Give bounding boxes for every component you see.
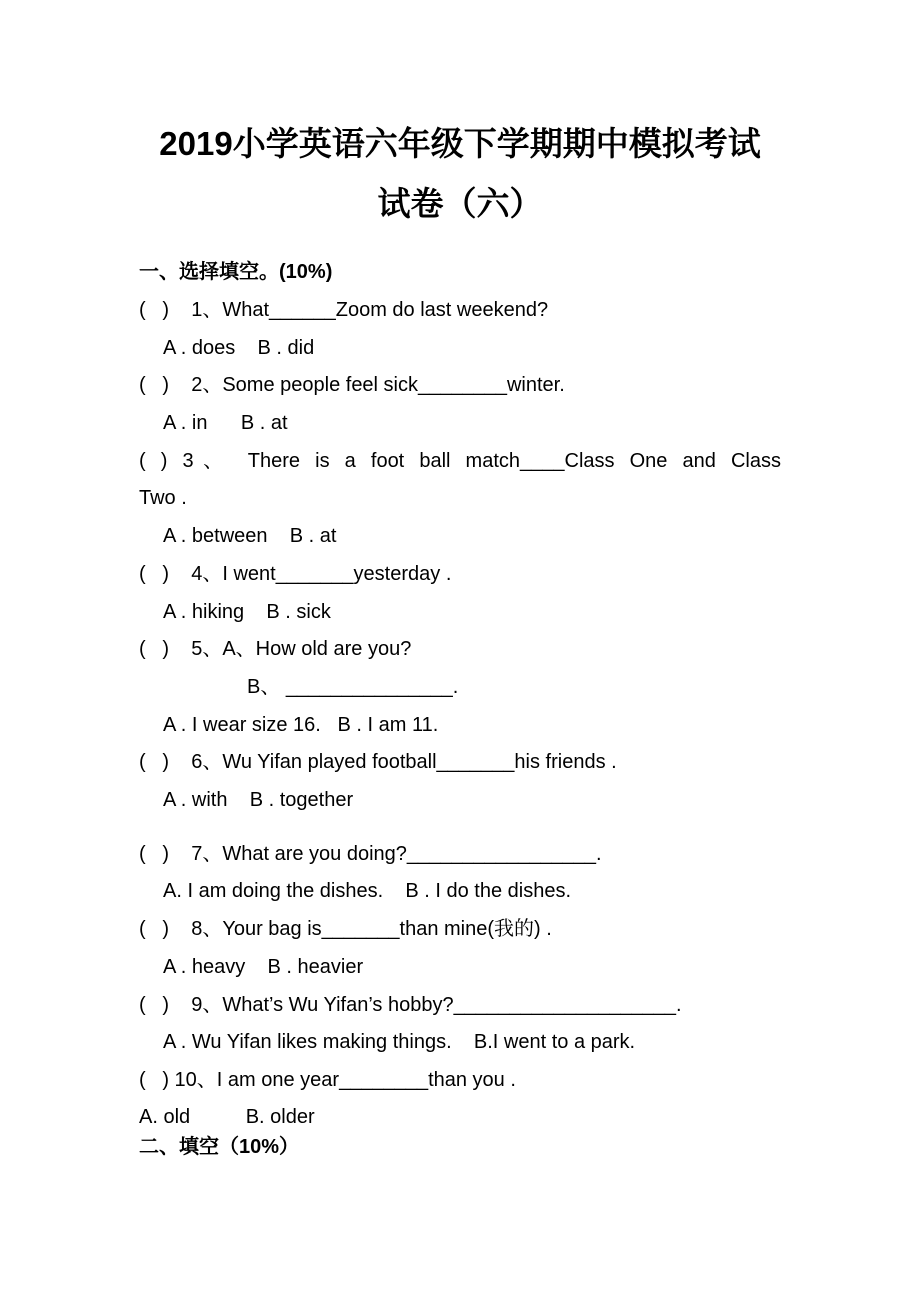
question-line: ( ) 8、Your bag is_______than mine(我的) . [139, 918, 552, 940]
section-heading: 一、选择填空。(10%) [139, 261, 333, 283]
question-line: ( ) 1、What______Zoom do last weekend? [139, 299, 549, 321]
document-title-line-2: 试卷（六） [377, 185, 543, 222]
question-line: ( ) 7、What are you doing?_________________. [139, 843, 602, 865]
question-line: ( ) 3、 There is a foot ball match____Class One and Class [139, 450, 781, 472]
answer-options: A . with B . together [163, 789, 354, 811]
question-line: Two . [139, 487, 187, 509]
answer-options: A . does B . did [163, 337, 315, 359]
question-line: ( ) 10、I am one year________than you . [139, 1069, 516, 1091]
section-heading: 二、填空（10%） [139, 1136, 300, 1158]
question-line: ( ) 9、What’s Wu Yifan’s hobby?____________________. [139, 994, 682, 1016]
question-line: ( ) 6、Wu Yifan played football_______his friends . [139, 751, 617, 773]
question-line: A. old B. older [139, 1106, 315, 1128]
answer-options: A . in B . at [163, 412, 288, 434]
answer-options: A . heavy B . heavier [163, 956, 364, 978]
question-line: ( ) 5、A、How old are you? [139, 638, 412, 660]
document-title-line-1: 2019小学英语六年级下学期期中模拟考试 [159, 125, 761, 162]
question-line: ( ) 2、Some people feel sick________winter. [139, 374, 565, 396]
answer-options: A . I wear size 16. B . I am 11. [163, 714, 439, 736]
answer-options: A . between B . at [163, 525, 337, 547]
answer-options: A . hiking B . sick [163, 601, 331, 623]
answer-options: A . Wu Yifan likes making things. B.I went to a park. [163, 1031, 636, 1053]
answer-options: B、 _______________. [247, 676, 459, 698]
answer-options: A. I am doing the dishes. B . I do the dishes. [163, 880, 572, 902]
question-line: ( ) 4、I went_______yesterday . [139, 563, 452, 585]
